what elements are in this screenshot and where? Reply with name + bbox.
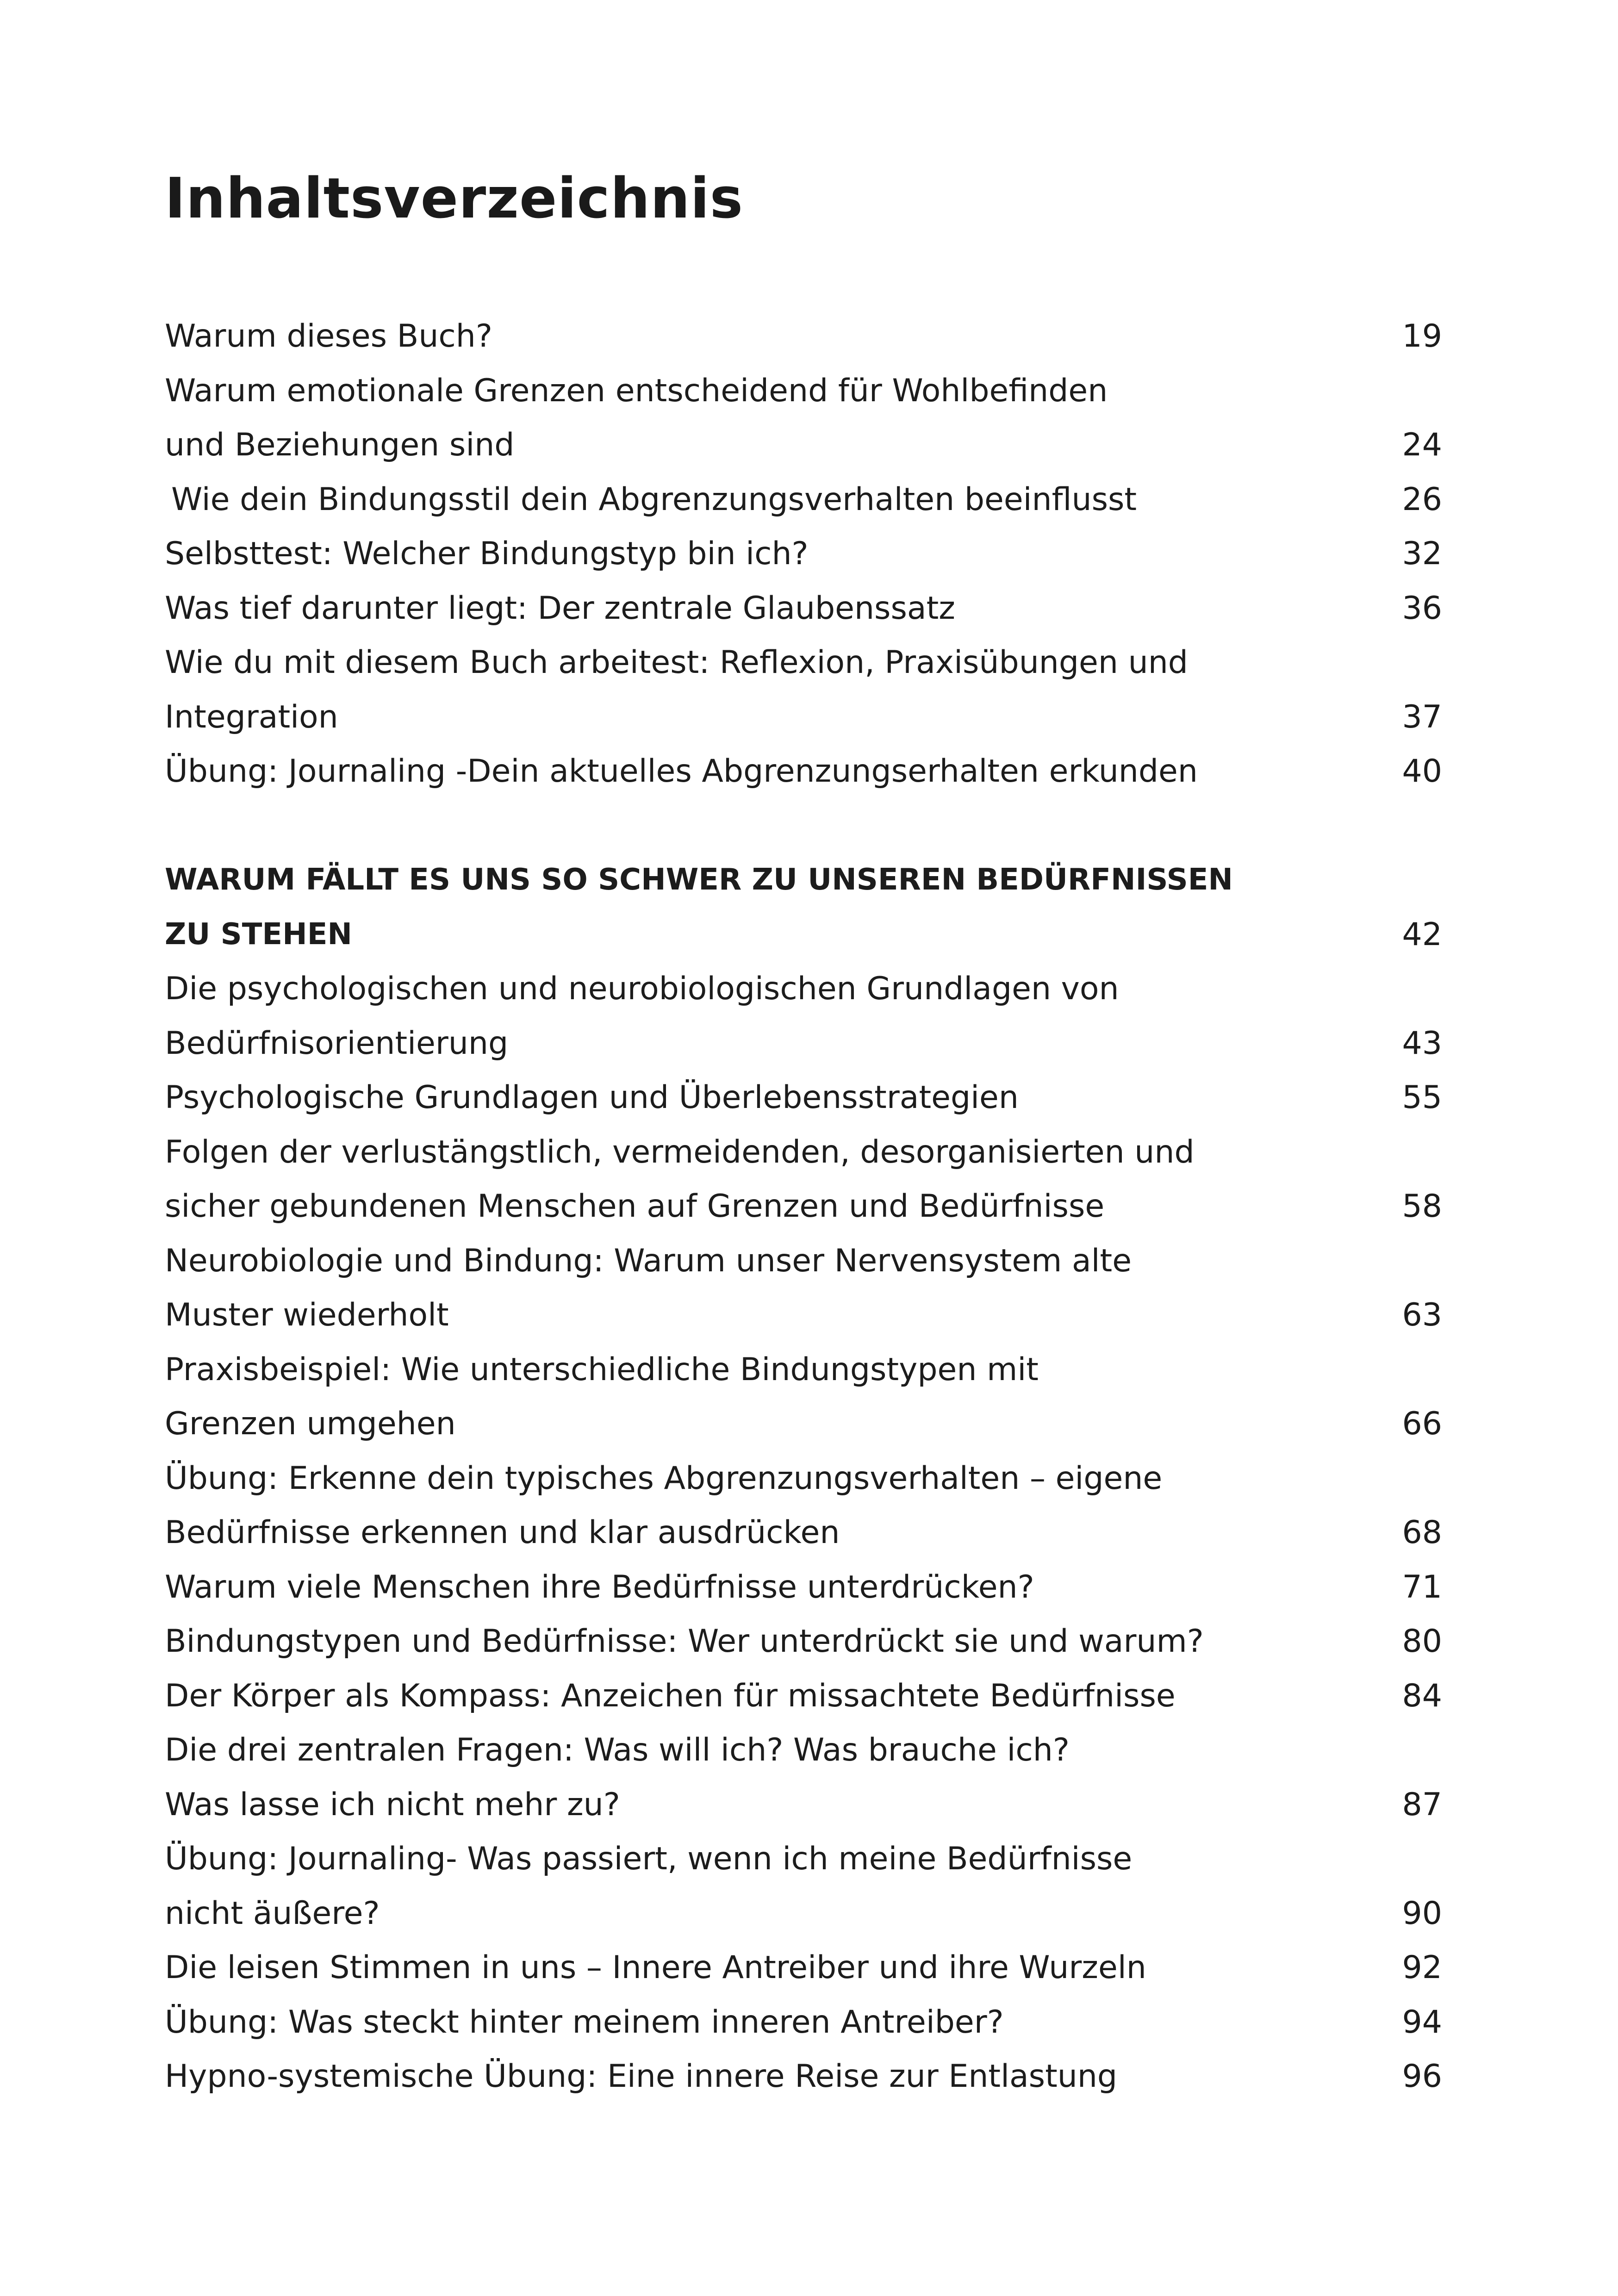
toc-entry-title: Selbsttest: Welcher Bindungstyp bin ich?	[165, 535, 809, 572]
toc-entry-page: 55	[1402, 1079, 1442, 1116]
toc-entry-title: Übung: Was steckt hinter meinem inneren Antreiber?	[165, 2004, 1004, 2041]
toc-entry-title: Psychologische Grundlagen und Überlebensstrategien	[165, 1079, 1019, 1116]
toc-entry	[165, 527, 1442, 581]
page-title: Inhaltsverzeichnis	[165, 167, 744, 231]
toc-section-heading	[165, 853, 1442, 962]
toc-entry-title-continued: Bedürfnisorientierung	[165, 1025, 509, 1062]
toc-entry-title-continued: und Beziehungen sind	[165, 427, 515, 463]
toc-entry-title: Bindungstypen und Bedürfnisse: Wer unterdrückt sie und warum?	[165, 1623, 1204, 1660]
toc-entry-title-continued: Was lasse ich nicht mehr zu?	[165, 1786, 620, 1823]
toc-entry-title-continued: Grenzen umgehen	[165, 1406, 456, 1442]
toc-entry-page: 84	[1402, 1677, 1442, 1714]
table-of-contents	[165, 309, 1442, 2104]
toc-entry-title: Folgen der verlustängstlich, vermeidenden, desorganisierten und	[165, 1133, 1195, 1170]
toc-entry-page: 71	[1402, 1568, 1442, 1605]
toc-entry-title: Warum viele Menschen ihre Bedürfnisse unterdrücken?	[165, 1568, 1034, 1605]
section-heading-title: WARUM FÄLLT ES UNS SO SCHWER ZU UNSEREN BEDÜRFNISSEN	[165, 863, 1233, 897]
toc-entry	[165, 364, 1442, 473]
toc-entry	[165, 1451, 1442, 1560]
toc-entry	[165, 1723, 1442, 1832]
toc-entry-page: 37	[1402, 698, 1442, 735]
toc-entry-title: Wie du mit diesem Buch arbeitest: Reflexion, Praxisübungen und	[165, 644, 1188, 681]
toc-entry-title: Praxisbeispiel: Wie unterschiedliche Bindungstypen mit	[165, 1351, 1039, 1388]
section-spacer	[165, 799, 1442, 853]
toc-entry-page: 87	[1402, 1786, 1442, 1823]
toc-entry-page: 32	[1402, 535, 1442, 572]
toc-entry-title: Übung: Erkenne dein typisches Abgrenzungsverhalten – eigene	[165, 1460, 1163, 1497]
toc-entry-page: 40	[1402, 753, 1442, 790]
toc-entry	[165, 309, 1442, 364]
toc-entry-title-continued: nicht äußere?	[165, 1895, 380, 1932]
toc-entry-title: Die drei zentralen Fragen: Was will ich? Was brauche ich?	[165, 1732, 1070, 1768]
toc-entry-title-continued: Bedürfnisse erkennen und klar ausdrücken	[165, 1514, 840, 1551]
toc-entry	[165, 1560, 1442, 1615]
toc-entry	[165, 1941, 1442, 1995]
section-heading-page: 42	[1402, 916, 1442, 953]
toc-entry	[165, 1125, 1442, 1234]
toc-entry-page: 68	[1402, 1514, 1442, 1551]
toc-entry-page: 66	[1402, 1406, 1442, 1442]
toc-entry-page: 92	[1402, 1949, 1442, 1986]
toc-entry	[165, 962, 1442, 1070]
toc-entry-page: 96	[1402, 2058, 1442, 2095]
toc-entry-page: 24	[1402, 427, 1442, 463]
toc-entry	[165, 1995, 1442, 2050]
toc-entry-title: Warum emotionale Grenzen entscheidend für Wohlbefinden	[165, 372, 1108, 409]
toc-entry-title: Die psychologischen und neurobiologischen Grundlagen von	[165, 971, 1119, 1007]
toc-entry-title: Was tief darunter liegt: Der zentrale Glaubenssatz	[165, 590, 955, 627]
toc-entry-page: 90	[1402, 1895, 1442, 1932]
toc-entry-title: Der Körper als Kompass: Anzeichen für missachtete Bedürfnisse	[165, 1677, 1176, 1714]
toc-entry	[165, 1070, 1442, 1125]
toc-entry-title: Warum dieses Buch?	[165, 318, 492, 355]
toc-entry-page: 19	[1402, 318, 1442, 355]
toc-entry	[165, 635, 1442, 744]
toc-entry	[165, 744, 1442, 799]
toc-entry-page: 80	[1402, 1623, 1442, 1660]
toc-page	[165, 167, 1442, 2104]
toc-entry	[165, 581, 1442, 636]
toc-entry-title: Übung: Journaling -Dein aktuelles Abgrenzungserhalten erkunden	[165, 753, 1198, 790]
toc-entry-title: Übung: Journaling- Was passiert, wenn ich meine Bedürfnisse	[165, 1841, 1133, 1877]
toc-entry	[165, 2049, 1442, 2104]
toc-entry-title-continued: Integration	[165, 698, 338, 735]
toc-entry-page: 58	[1402, 1188, 1442, 1225]
toc-entry-page: 94	[1402, 2004, 1442, 2041]
section-heading-title-continued: ZU STEHEN	[165, 917, 352, 952]
toc-entry	[165, 1234, 1442, 1343]
toc-entry-title-continued: Muster wiederholt	[165, 1297, 449, 1333]
toc-entry-title-continued: sicher gebundenen Menschen auf Grenzen und Bedürfnisse	[165, 1188, 1105, 1225]
toc-entry	[165, 1669, 1442, 1724]
toc-entry-title: Hypno-systemische Übung: Eine innere Reise zur Entlastung	[165, 2058, 1118, 2095]
toc-entry-page: 26	[1402, 481, 1442, 518]
toc-entry	[165, 1343, 1442, 1451]
toc-entry-page: 36	[1402, 590, 1442, 627]
toc-entry-title: Neurobiologie und Bindung: Warum unser Nervensystem alte	[165, 1242, 1132, 1279]
toc-entry-title: Wie dein Bindungsstil dein Abgrenzungsverhalten beeinflusst	[171, 481, 1137, 518]
toc-entry	[165, 473, 1442, 527]
toc-entry-title: Die leisen Stimmen in uns – Innere Antreiber und ihre Wurzeln	[165, 1949, 1146, 1986]
toc-entry-page: 43	[1402, 1025, 1442, 1062]
toc-entry	[165, 1614, 1442, 1669]
toc-entry	[165, 1832, 1442, 1941]
toc-entry-page: 63	[1402, 1297, 1442, 1333]
